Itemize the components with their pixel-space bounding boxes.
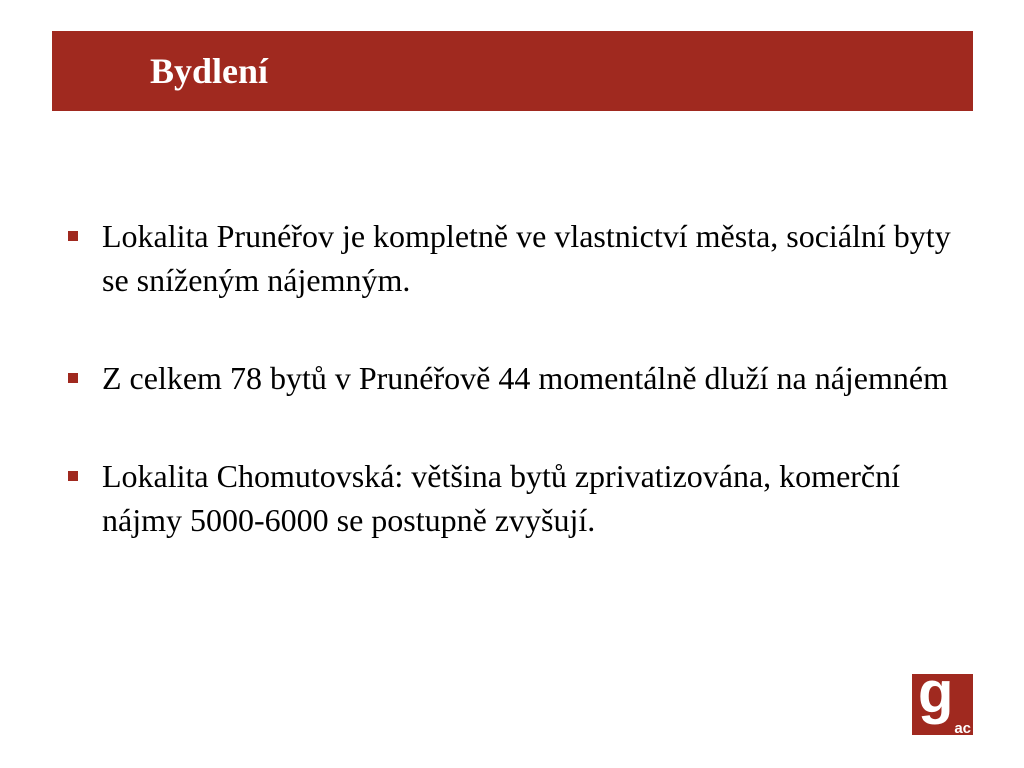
bullet-text: Lokalita Chomutovská: většina bytů zprivatizována, komerční nájmy 5000-6000 se postupně zvyšují. bbox=[102, 458, 901, 538]
square-bullet-icon bbox=[68, 471, 78, 481]
bullet-list bbox=[64, 214, 964, 542]
bullet-item bbox=[64, 214, 964, 302]
slide-title: Bydlení bbox=[150, 51, 269, 91]
logo-letter: g bbox=[918, 674, 954, 725]
logo-suffix: ac bbox=[954, 720, 971, 735]
bullet-item bbox=[64, 356, 964, 400]
bullet-item bbox=[64, 454, 964, 542]
bullet-text: Z celkem 78 bytů v Prunéřově 44 momentálně dluží na nájemném bbox=[102, 360, 948, 396]
gac-logo bbox=[912, 674, 973, 735]
title-bar bbox=[52, 31, 973, 111]
square-bullet-icon bbox=[68, 373, 78, 383]
square-bullet-icon bbox=[68, 231, 78, 241]
bullet-text: Lokalita Prunéřov je kompletně ve vlastnictví města, sociální byty se sníženým nájemným. bbox=[102, 218, 951, 298]
